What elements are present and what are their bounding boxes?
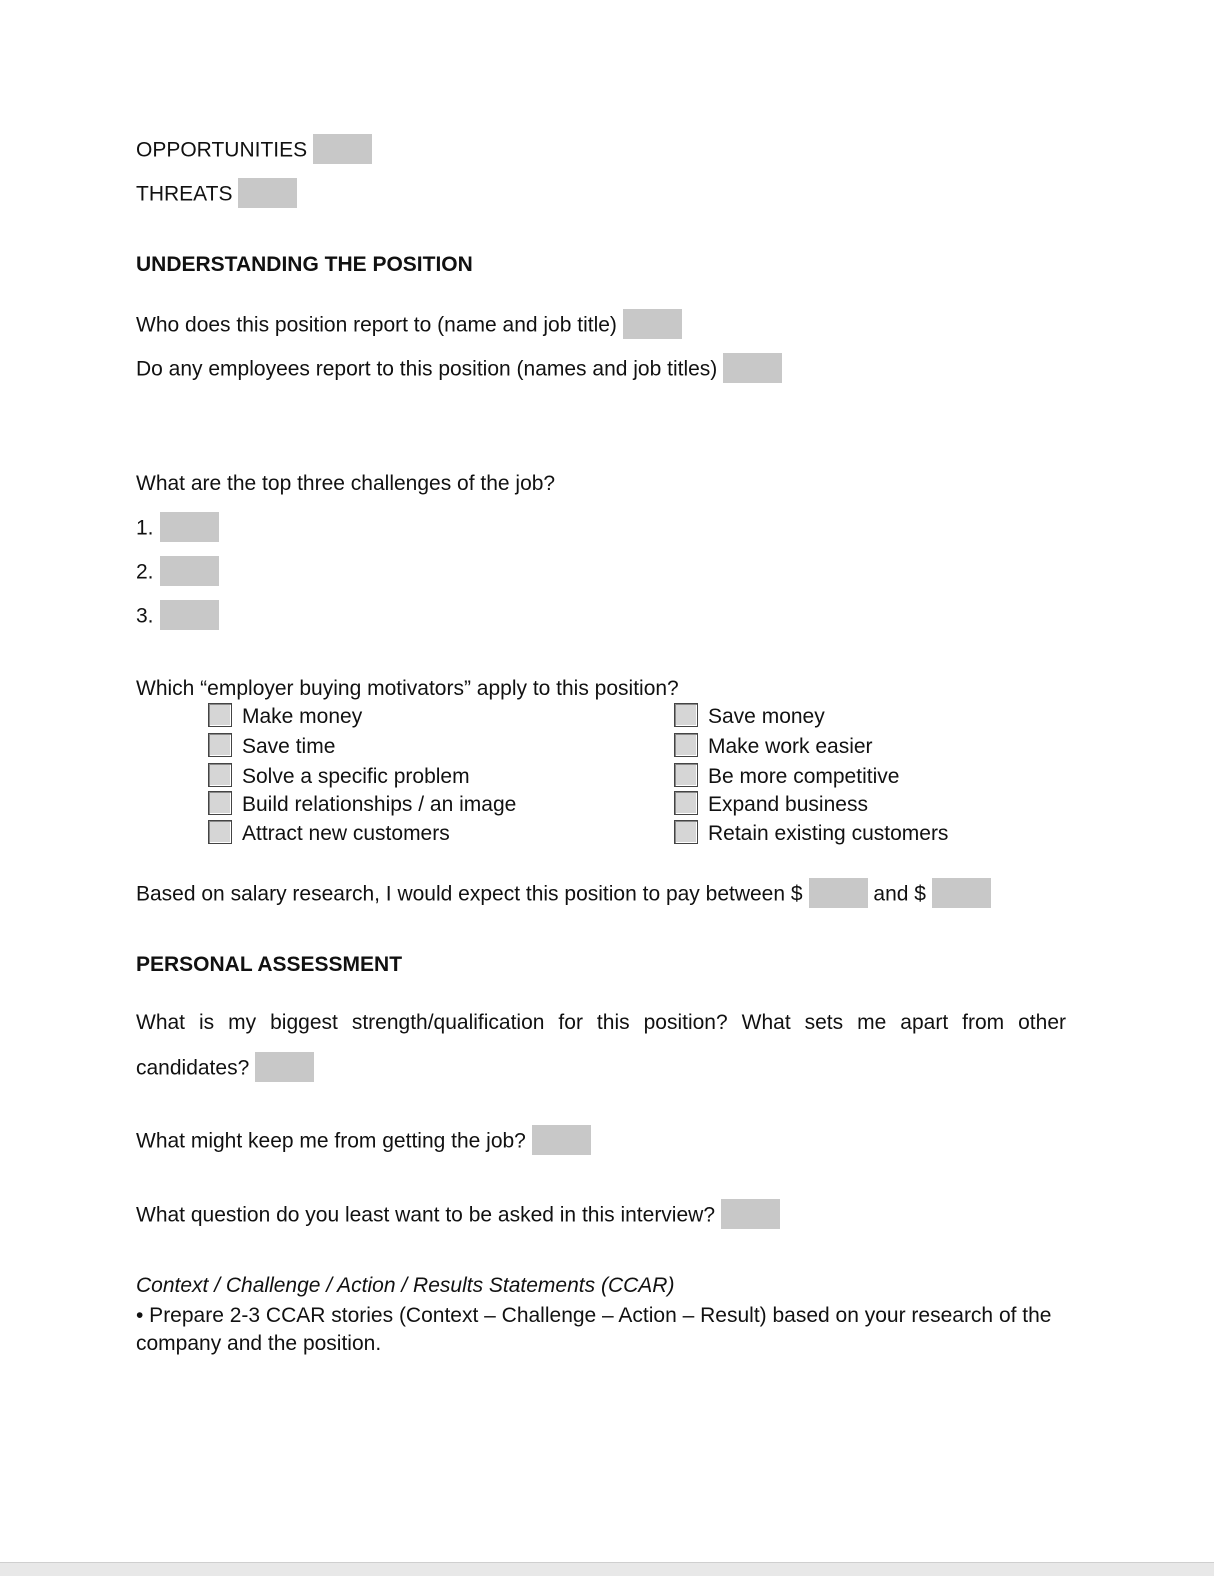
keep-row [136, 1127, 591, 1157]
checkbox[interactable] [674, 791, 698, 815]
motivator-attract-customers[interactable] [208, 821, 450, 849]
motivator-label: Save time [242, 735, 336, 758]
motivator-label: Attract new customers [242, 822, 450, 845]
opportunities-field[interactable] [313, 134, 372, 164]
ccar-title: Context / Challenge / Action / Results Statements (CCAR) [136, 1274, 675, 1297]
checkbox[interactable] [208, 791, 232, 815]
checkbox[interactable] [208, 733, 232, 757]
strength-question-line2: candidates? [136, 1056, 250, 1080]
opportunities-row [136, 136, 372, 166]
threats-field[interactable] [238, 178, 297, 208]
salary-row [136, 880, 991, 910]
motivator-label: Make money [242, 705, 363, 728]
motivators-question: Which “employer buying motivators” apply to this position? [136, 677, 679, 700]
motivator-save-money[interactable] [674, 704, 825, 732]
motivator-solve-problem[interactable] [208, 764, 470, 792]
motivator-label: Expand business [708, 793, 868, 816]
threats-row [136, 180, 297, 210]
understanding-heading: UNDERSTANDING THE POSITION [136, 253, 473, 276]
challenges-question: What are the top three challenges of the job? [136, 472, 556, 495]
motivator-label: Build relationships / an image [242, 793, 517, 816]
checkbox[interactable] [674, 733, 698, 757]
salary-min-field[interactable] [809, 878, 868, 908]
motivator-retain-customers[interactable] [674, 821, 948, 849]
motivator-expand-business[interactable] [674, 792, 868, 820]
least-question: What question do you least want to be asked in this interview? [136, 1203, 715, 1227]
motivator-label: Be more competitive [708, 765, 900, 788]
strength-field[interactable] [255, 1052, 314, 1082]
salary-max-field[interactable] [932, 878, 991, 908]
strength-row [136, 1054, 314, 1084]
challenge-row-3 [136, 602, 219, 632]
challenge-number: 3. [136, 604, 154, 628]
challenge-field-1[interactable] [160, 512, 219, 542]
motivator-label: Solve a specific problem [242, 765, 470, 788]
checkbox[interactable] [674, 763, 698, 787]
checkbox[interactable] [674, 703, 698, 727]
checkbox[interactable] [208, 820, 232, 844]
opportunities-label: OPPORTUNITIES [136, 138, 308, 162]
least-row [136, 1201, 780, 1231]
checkbox[interactable] [208, 703, 232, 727]
report-to-row [136, 311, 682, 341]
motivator-make-work-easier[interactable] [674, 734, 873, 762]
motivator-label: Retain existing customers [708, 822, 949, 845]
personal-heading: PERSONAL ASSESSMENT [136, 953, 403, 976]
page-bottom-edge [0, 1562, 1214, 1576]
employees-row [136, 355, 782, 385]
least-field[interactable] [721, 1199, 780, 1229]
keep-field[interactable] [532, 1125, 591, 1155]
report-to-field[interactable] [623, 309, 682, 339]
checkbox[interactable] [674, 820, 698, 844]
challenge-field-2[interactable] [160, 556, 219, 586]
ccar-bullet: • Prepare 2-3 CCAR stories (Context – Challenge – Action – Result) based on your research of the company and the position. [136, 1304, 1052, 1355]
salary-text: Based on salary research, I would expect this position to pay between $ [136, 882, 803, 906]
strength-question-line1: What is my biggest strength/qualification for this position? What sets me apart from other [136, 1011, 1066, 1034]
motivator-save-time[interactable] [208, 734, 335, 762]
motivator-be-competitive[interactable] [674, 764, 899, 792]
motivator-label: Save money [708, 705, 825, 728]
challenge-row-1 [136, 514, 219, 544]
salary-and: and $ [873, 882, 926, 906]
checkbox[interactable] [208, 763, 232, 787]
keep-question: What might keep me from getting the job? [136, 1129, 526, 1153]
challenge-field-3[interactable] [160, 600, 219, 630]
challenge-number: 1. [136, 516, 154, 540]
threats-label: THREATS [136, 182, 233, 206]
employees-field[interactable] [723, 353, 782, 383]
employees-question: Do any employees report to this position (names and job titles) [136, 357, 718, 381]
report-to-question: Who does this position report to (name and job title) [136, 313, 617, 337]
motivator-make-money[interactable] [208, 704, 362, 732]
challenge-row-2 [136, 558, 219, 588]
challenge-number: 2. [136, 560, 154, 584]
motivator-label: Make work easier [708, 735, 873, 758]
motivator-build-relationships[interactable] [208, 792, 516, 820]
